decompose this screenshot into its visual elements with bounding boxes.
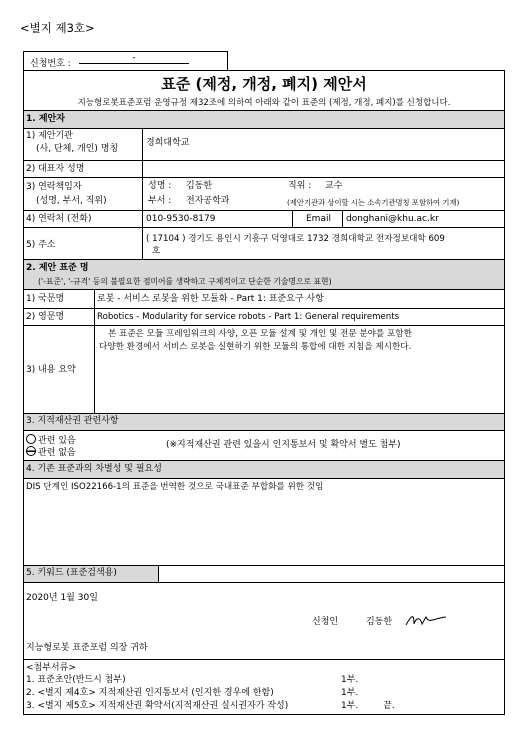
name-value: 김동한 [186,181,213,191]
department-note: (제안기관과 상이할 시는 소속기관명칭 포함하여 기재) [287,198,460,207]
attachment-count: 1부. [341,675,359,685]
applicant-label: 신청인 [312,617,339,627]
summary-line1: 본 표준은 모듈 프레임워크의 사양, 오픈 모듈 설계 및 개인 및 전문 분야를 포함한 [108,329,412,339]
contact-label-line2: (성명, 부서, 직위) [36,196,107,206]
org-value: 경희대학교 [146,138,190,148]
section-1-header: 1. 제안자 [26,114,65,124]
attachment-item: 1. 표준초안(반드시 첨부) [26,675,126,685]
contact-label-line1: 3) 연락책임자 [26,182,82,192]
application-number-box [23,51,228,71]
english-name-label: 2) 영문명 [26,312,65,322]
representative-label: 2) 대표자 성명 [26,164,85,174]
korean-name-label: 1) 국문명 [26,294,65,304]
section-2-header: 2. 제안 표준 명 [26,263,89,273]
form-intro: 지능형로봇표준포럼 운영규정 제32조에 의하여 아래와 같이 표준의 (제정, 개정, 폐지)를 신청합니다. [77,98,451,108]
attachment-count: 1부. [341,688,359,698]
submission-date: 2020년 1월 30일 [26,593,98,603]
radio-selected-icon [26,446,36,456]
address-line1: ( 17104 ) 경기도 용인시 기흥구 덕영대로 1732 경희대학교 전자정보대학 609 [146,234,445,244]
attachment-item: 3. <별지 제5호> 지적재산권 확약서(지적재산권 실시권자가 작성) [26,701,289,711]
ip-option-related[interactable]: 관련 있음 [26,434,76,447]
section-3-header: 3. 지적재산권 관련사항 [26,416,119,426]
attachments-header: <첨부서류> [26,663,76,673]
section-4-header: 4. 기존 표준과의 차별성 및 필요성 [26,464,162,474]
form-title: 표준 (제정, 개정, 폐지) 제안서 [161,75,367,93]
summary-line2: 다양한 환경에서 서비스 로봇을 실현하기 위한 모듈의 통합에 대한 지침을 제시한다. [99,342,412,352]
attachments-end-mark: 끝. [383,701,395,711]
section-2-note: ('-표준', '-규격' 등의 불필요한 점미어를 생략하고 구체적이고 단순한 기술명으로 표현) [38,277,332,286]
ip-option-unrelated[interactable]: 관련 없음 [26,446,76,459]
department-label: 부서 : [148,196,172,206]
section-4-body: DIS 단계인 ISO22166-1의 표준을 번역한 것으로 국내표준 부합화를 위한 것임 [26,482,324,492]
org-label-line1: 1) 제안기관 [26,131,73,141]
phone-label: 4) 연락처 (전화) [26,214,92,224]
attachment-item: 2. <별지 제4호> 지적재산권 인지통보서 (인지한 경우에 한함) [26,688,274,698]
department-value: 전자공학과 [186,196,230,206]
form-heading: <별지 제3호> [20,21,95,35]
application-number-label: 신청번호 : [30,59,71,69]
radio-circle-icon [26,434,36,444]
position-value: 교수 [325,181,343,191]
korean-name-value: 로봇 - 서비스 로봇을 위한 모듈화 - Part 1: 표준요구 사항 [97,294,324,304]
phone-value: 010-9530-8179 [146,214,216,224]
english-name-value: Robotics - Modularity for service robots - Part 1: General requirements [97,312,400,322]
applicant-name: 김동한 [366,617,393,627]
section-1-header-bg [24,111,504,128]
ip-note: (※지적재산권 관련 있을시 인지통보서 및 확약서 별도 첨부) [166,440,401,450]
addressee: 지능형로봇 표준포럼 의장 귀하 [26,643,148,653]
name-label: 성명 : [148,181,172,191]
position-label: 직위 : [288,181,312,191]
signature-mark [404,612,448,628]
application-number-field[interactable]: - [79,53,189,64]
address-label: 5) 주소 [26,240,56,250]
summary-label: 3) 내용 요약 [26,365,76,375]
address-line2: 호 [152,246,161,256]
org-label-line2: (사, 단체, 개인) 명칭 [36,144,119,154]
section-5-header: 5. 키워드 (표준검색용) [26,568,117,578]
email-label: Email [306,214,331,224]
email-value: donghani@khu.ac.kr [346,214,439,224]
attachment-count: 1부. [341,701,359,711]
